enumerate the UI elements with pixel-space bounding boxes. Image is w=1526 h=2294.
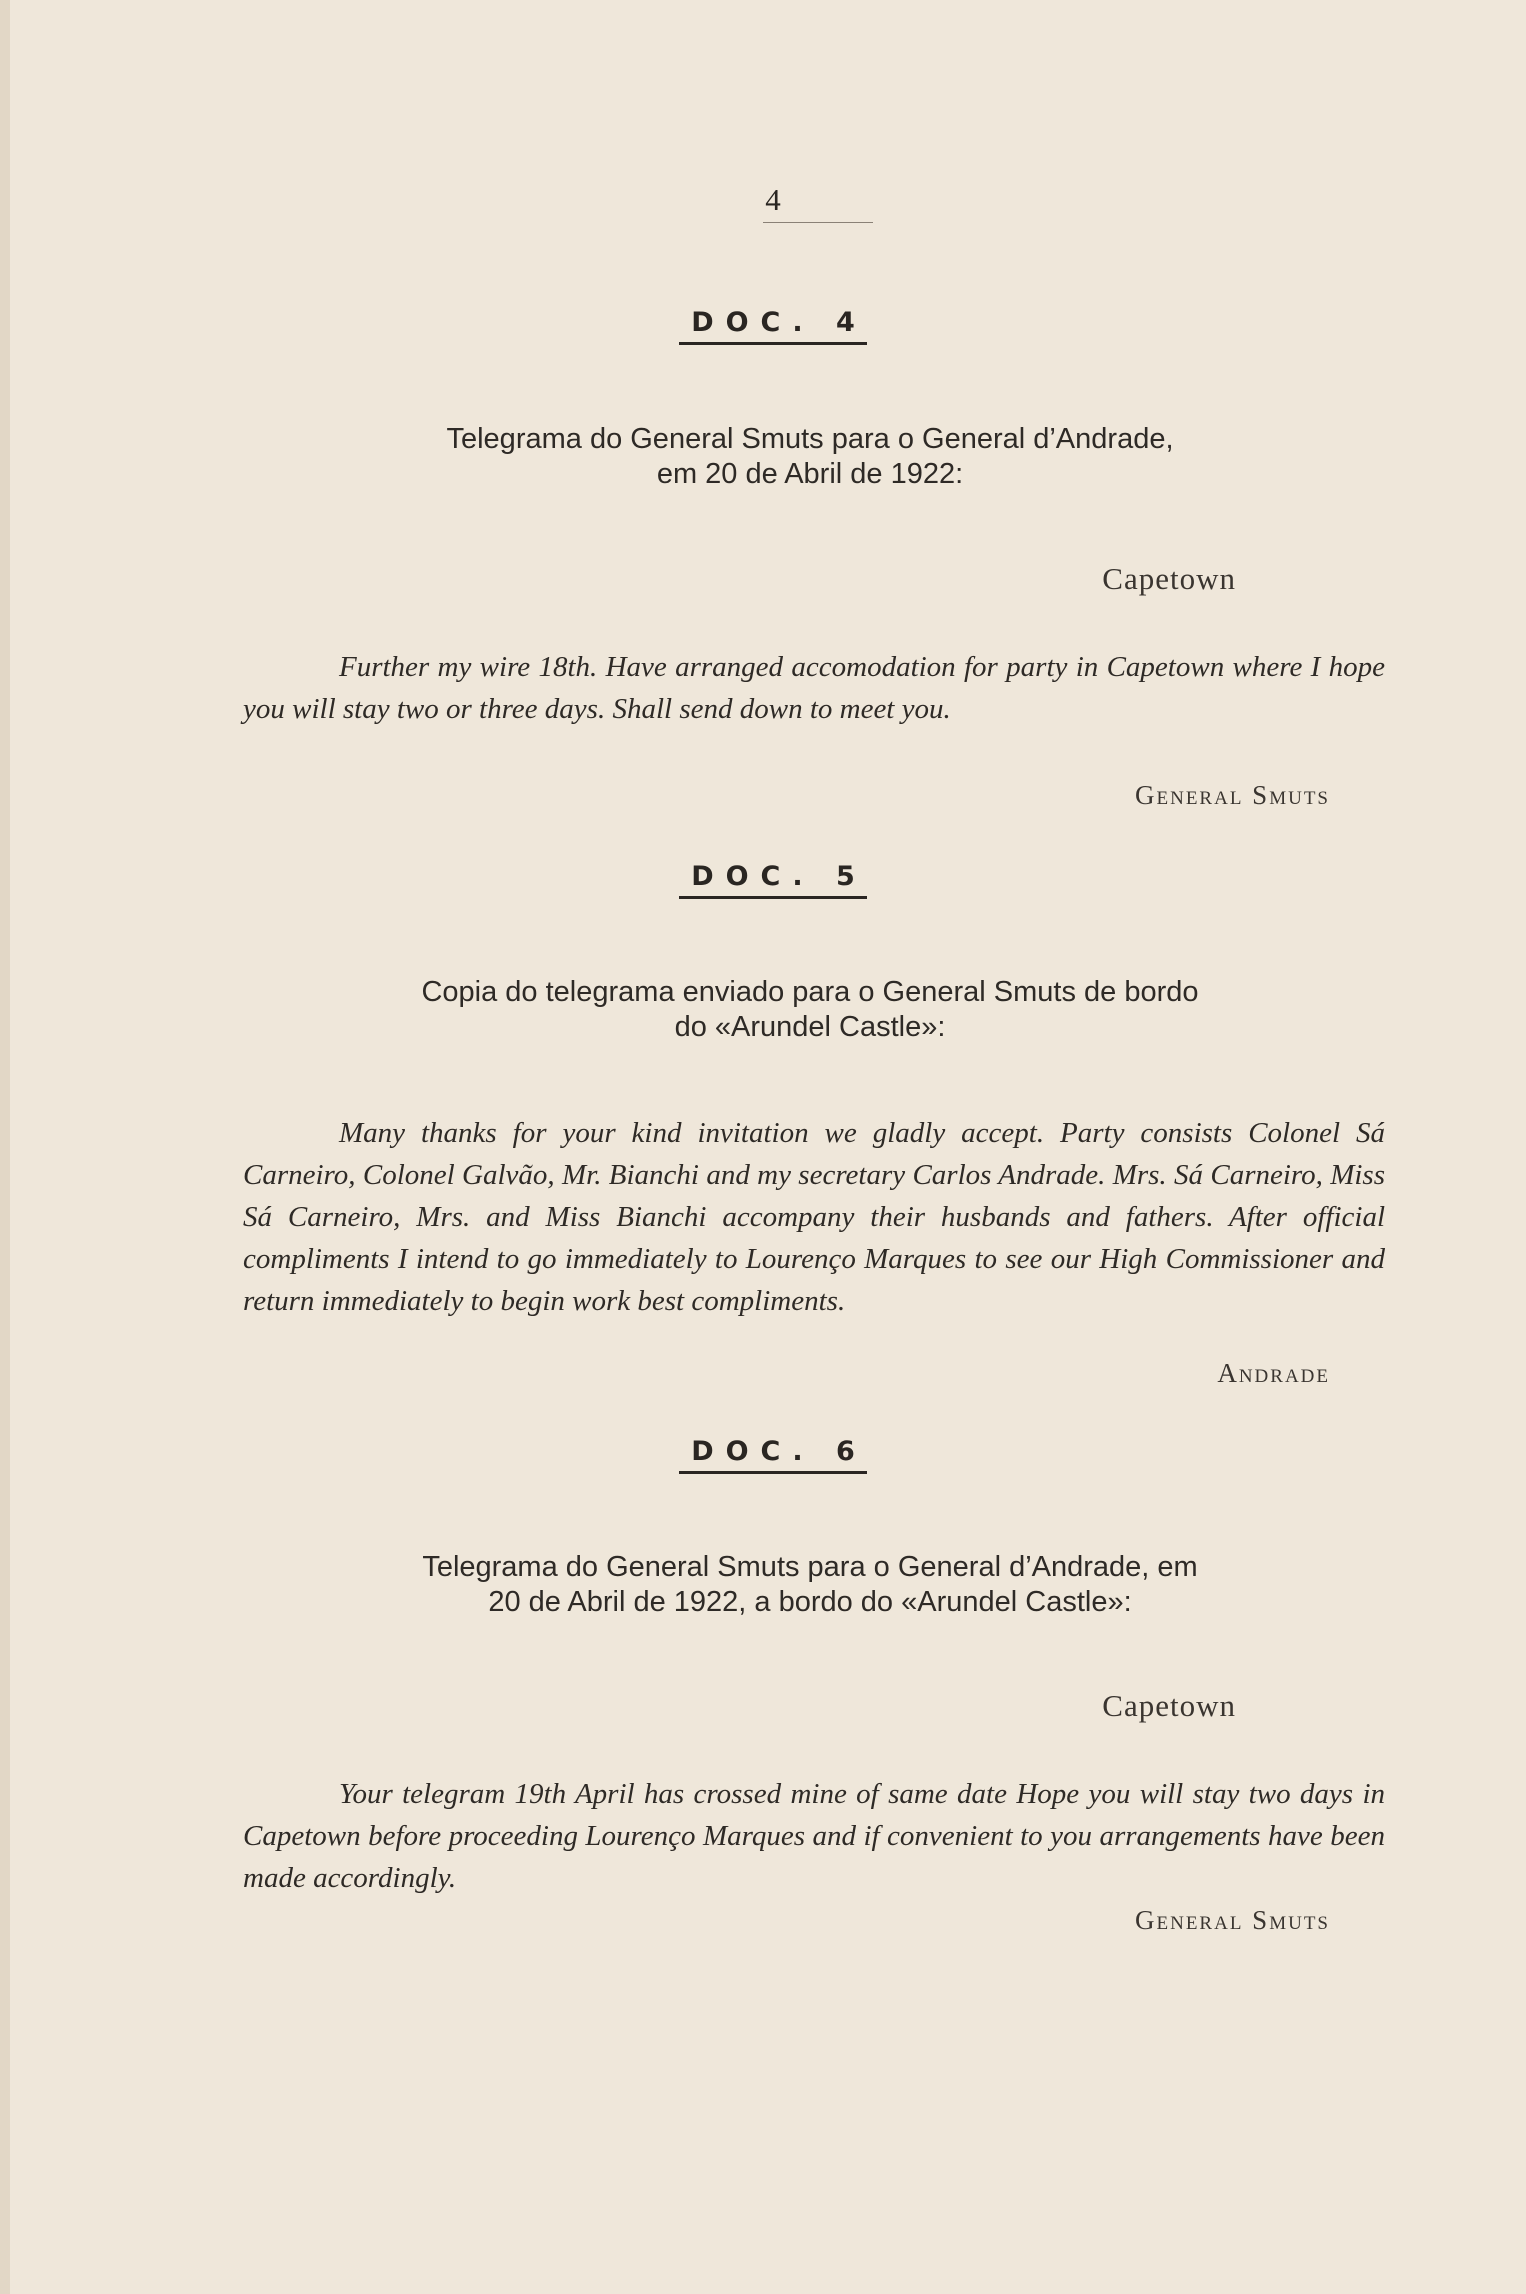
doc-4-place: Capetown — [1102, 561, 1236, 596]
doc-4-caption-line-1: Telegrama do General Smuts para o General d’Andrade, — [446, 423, 1174, 455]
page-number-rule — [763, 222, 873, 223]
doc-4-heading-text: DOC. 4 — [679, 307, 867, 345]
doc-4-body: Further my wire 18th. Have arranged accomodation for party in Capetown where I hope you will stay two or three days. Shall send down to meet you. — [243, 651, 1385, 725]
doc-6-heading-text: DOC. 6 — [679, 1436, 867, 1474]
doc-6-caption-line-2: 20 de Abril de 1922, a bordo do «Arundel Castle»: — [488, 1586, 1132, 1618]
doc-6-signature: General Smuts — [1135, 1905, 1330, 1935]
doc-4-heading — [10, 307, 1526, 345]
doc-5-heading-text: DOC. 5 — [679, 861, 867, 899]
doc-4-signature: General Smuts — [1135, 780, 1330, 810]
page-number: 4 — [765, 182, 781, 217]
doc-5-caption-line-2: do «Arundel Castle»: — [674, 1011, 946, 1043]
doc-6-caption — [310, 1550, 1310, 1620]
doc-5-caption — [310, 975, 1310, 1045]
doc-6-heading — [10, 1436, 1526, 1474]
doc-5-body: Many thanks for your kind invitation we gladly accept. Party consists Colonel Sá Carneiro, Colonel Galvão, Mr. Bianchi and my secretary Carlos Andrade. Mrs. Sá Carneiro, Miss Sá Carneiro, Mrs. and Miss Bianchi accompany their husbands and fathers. After official compliments I intend to go immediately to Lourenço Marques to see our High Commissioner and return immediately to begin work best compliments. — [243, 1117, 1385, 1317]
doc-6-body: Your telegram 19th April has crossed mine of same date Hope you will stay two days in Capetown before proceeding Lourenço Marques and if convenient to you arrangements have been made accordingly. — [243, 1778, 1385, 1894]
doc-5-signature: Andrade — [1217, 1358, 1330, 1388]
doc-4-caption — [310, 422, 1310, 492]
doc-5-heading — [10, 861, 1526, 899]
doc-5-caption-line-1: Copia do telegrama enviado para o General Smuts de bordo — [421, 976, 1199, 1008]
doc-6-place: Capetown — [1102, 1688, 1236, 1723]
doc-4-caption-line-2: em 20 de Abril de 1922: — [656, 458, 964, 490]
doc-6-caption-line-1: Telegrama do General Smuts para o General d’Andrade, em — [422, 1551, 1198, 1583]
